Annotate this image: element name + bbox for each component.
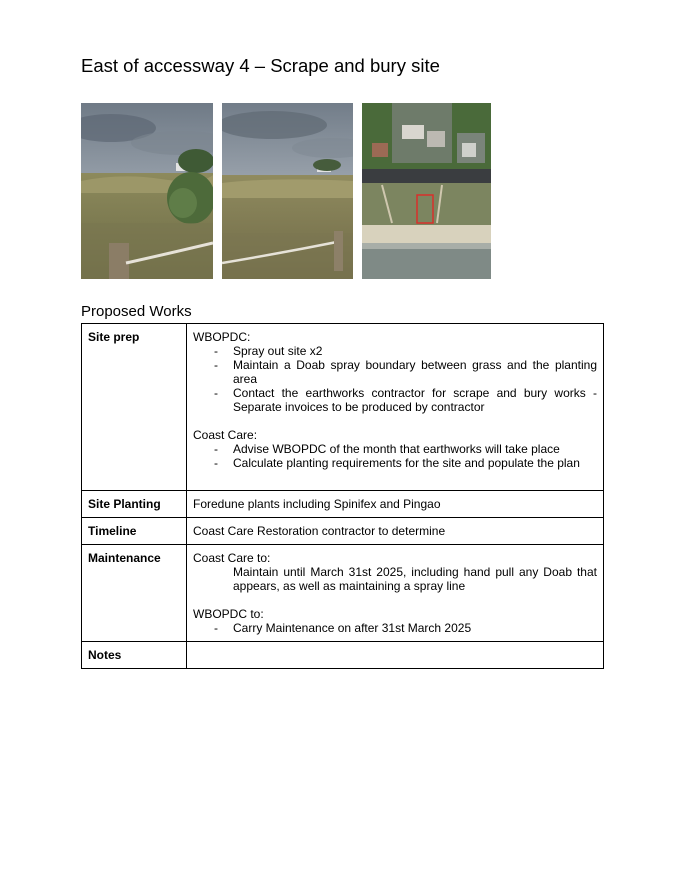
site-planting-content: Foredune plants including Spinifex and Pingao [187, 491, 604, 518]
site-prep-content [187, 324, 604, 491]
maintenance-wbopdc-heading: WBOPDC to: [193, 607, 264, 621]
maintenance-wbopdc-list [193, 621, 597, 635]
list-item: - Carry Maintenance on after 31st March 2025 [214, 621, 472, 635]
list-item: - Contact the earthworks contractor for scrape and bury works - Separate invoices to be produced by contractor [214, 386, 597, 414]
table-row-site-prep [82, 324, 604, 491]
notes-content [187, 642, 604, 669]
dune-photo-left [81, 103, 213, 279]
table-row-maintenance [82, 545, 604, 642]
list-item: - Spray out site x2 [214, 344, 323, 358]
maintenance-coast-care-heading: Coast Care to: [193, 551, 271, 565]
table-row-timeline [82, 518, 604, 545]
list-item: - Advise WBOPDC of the month that earthworks will take place [214, 442, 560, 456]
table-row-site-planting [82, 491, 604, 518]
section-heading: Proposed Works [81, 303, 192, 320]
row-label-notes: Notes [82, 642, 187, 669]
list-item: - Maintain a Doab spray boundary between grass and the planting area [214, 358, 597, 386]
timeline-content: Coast Care Restoration contractor to determine [187, 518, 604, 545]
row-label-maintenance: Maintenance [82, 545, 187, 642]
row-label-site-prep: Site prep [82, 324, 187, 491]
site-prep-wbopdc-heading: WBOPDC: [193, 330, 251, 344]
page-title: East of accessway 4 – Scrape and bury site [81, 55, 440, 76]
row-label-site-planting: Site Planting [82, 491, 187, 518]
maintenance-content [187, 545, 604, 642]
site-prep-coast-care-list [193, 442, 597, 470]
list-item: - Calculate planting requirements for the site and populate the plan [214, 456, 580, 470]
table-row-notes [82, 642, 604, 669]
dune-photo-middle [222, 103, 353, 279]
site-prep-wbopdc-list [193, 344, 597, 414]
site-prep-coast-care-heading: Coast Care: [193, 428, 258, 442]
proposed-works-table [81, 323, 604, 669]
aerial-site-map [362, 103, 491, 279]
row-label-timeline: Timeline [82, 518, 187, 545]
maintenance-coast-care-text: Maintain until March 31st 2025, including hand pull any Doab that appears, as well as maintaining a spray line [233, 565, 597, 593]
